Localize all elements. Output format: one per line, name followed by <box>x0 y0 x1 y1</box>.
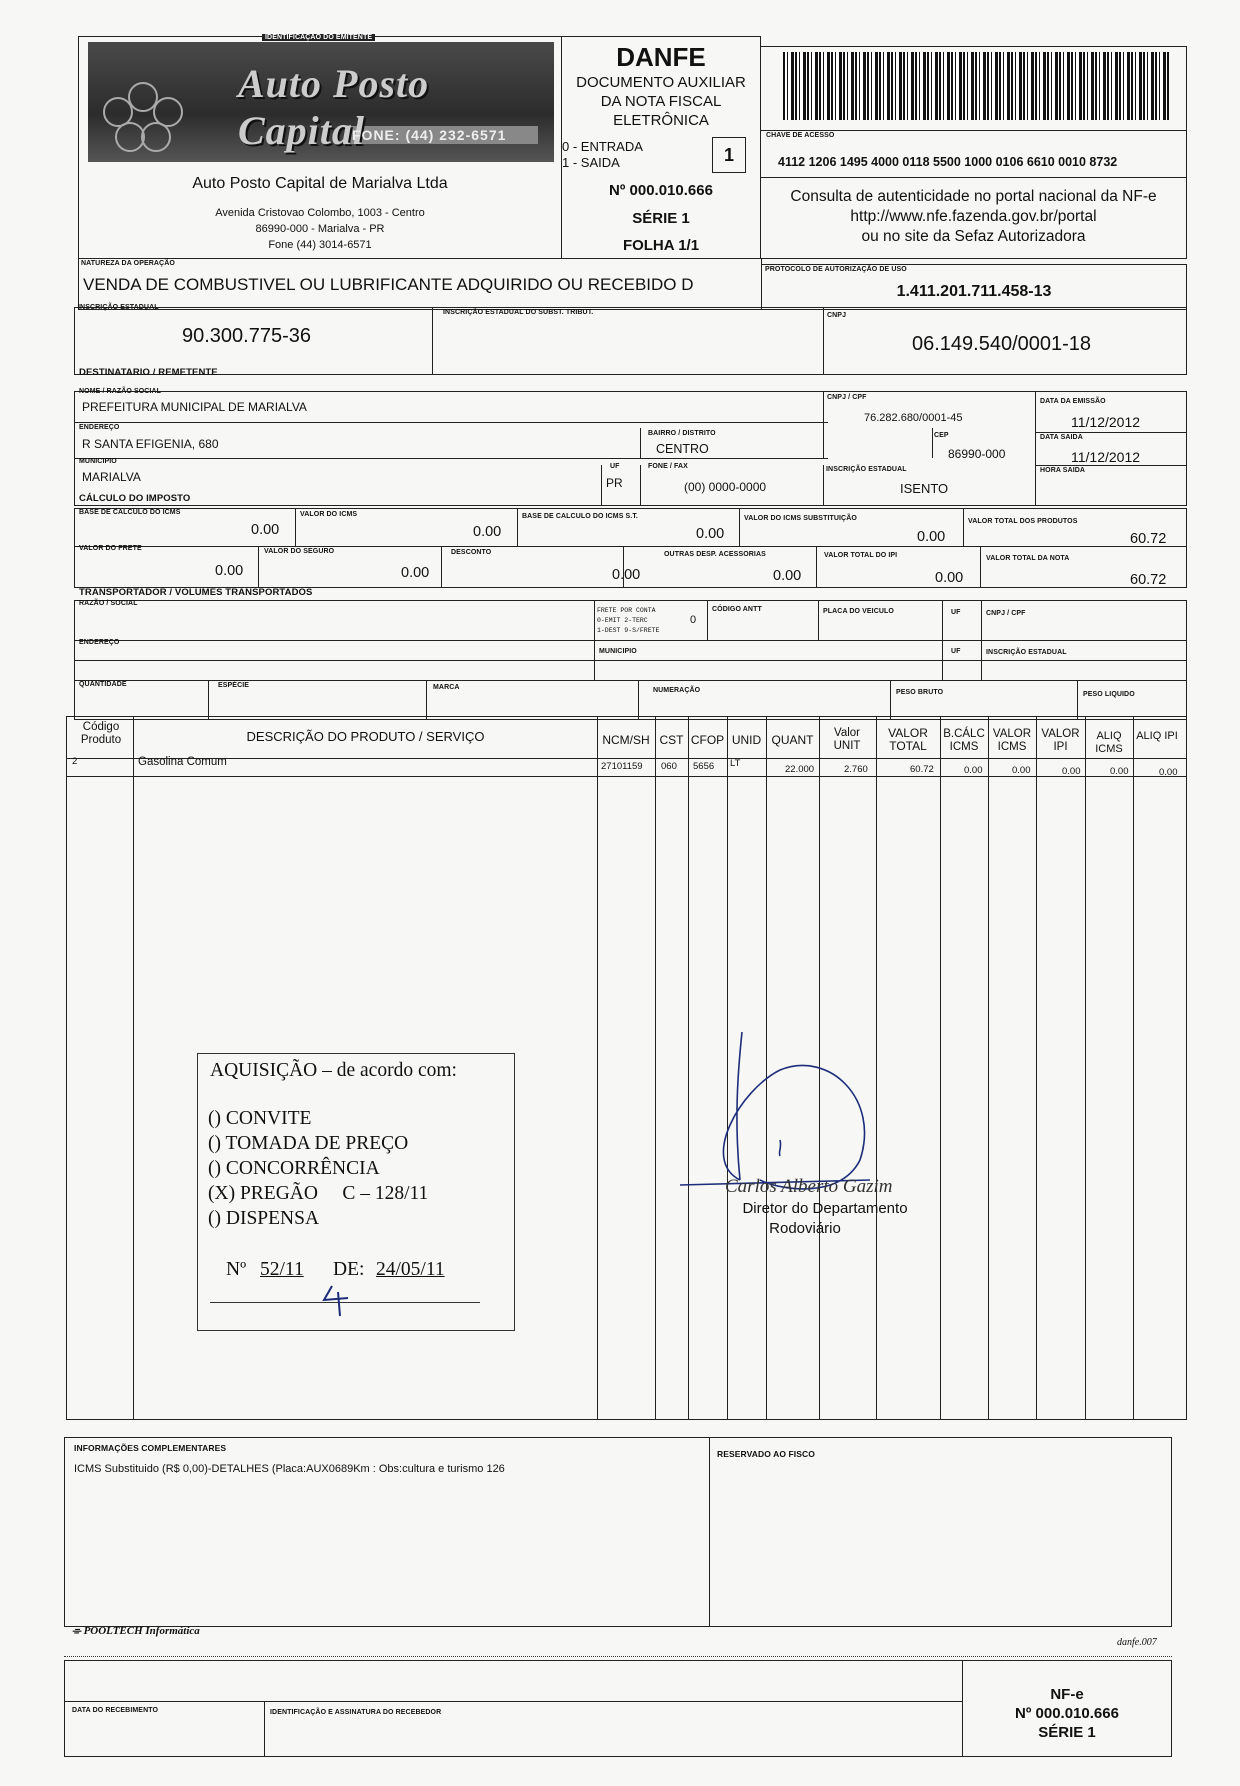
cell-quant: 22.000 <box>785 764 815 775</box>
ie-st-label: INSCRIÇÃO ESTADUAL DO SUBST. TRIBUT. <box>443 309 594 316</box>
base-icms-label: BASE DE CALCULO DO ICMS <box>79 509 181 516</box>
dest-municipio: MARIALVA <box>82 470 141 484</box>
consulta-line-1: Consulta de autenticidade no portal nacional da NF-e <box>790 188 1157 205</box>
transp-razao-label: RAZÃO / SOCIAL <box>79 600 138 607</box>
emitente-name: Auto Posto Capital de Marialva Ltda <box>192 175 448 192</box>
emitente-section-label: IDENTIFICAÇÃO DO EMITENTE <box>262 34 375 41</box>
dest-cep: 86990-000 <box>948 447 1006 461</box>
emitente-phone: Fone (44) 3014-6571 <box>268 239 372 251</box>
stamp-de-prefix: DE: <box>333 1259 365 1280</box>
cell-bcicms: 0.00 <box>964 765 983 776</box>
signature-role-1: Diretor do Departamento <box>742 1200 908 1217</box>
stamp-item-3: () CONCORRÊNCIA <box>208 1158 380 1179</box>
dest-bairro: CENTRO <box>656 442 709 456</box>
outras-label: OUTRAS DESP. ACESSORIAS <box>664 551 766 558</box>
cell-vtotal: 60.72 <box>910 764 934 775</box>
th-aicms: ALIQ ICMS <box>1095 730 1123 755</box>
dest-uf-label: UF <box>610 463 620 470</box>
rubric-mark <box>318 1282 358 1318</box>
danfe-subtitle-2: DA NOTA FISCAL <box>600 93 722 110</box>
transporte-section-label: TRANSPORTADOR / VOLUMES TRANSPORTADOS <box>79 587 313 598</box>
placa-label: PLACA DO VEICULO <box>823 608 894 615</box>
stamp-item-2: () TOMADA DE PREÇO <box>208 1133 409 1154</box>
transp-uf2-label: UF <box>951 648 961 655</box>
dest-saida: 11/12/2012 <box>1071 449 1141 465</box>
danfe-title: DANFE <box>616 42 706 72</box>
stamp-item-5: () DISPENSA <box>208 1208 320 1229</box>
total-nota-label: VALOR TOTAL DA NOTA <box>986 555 1070 562</box>
dest-hora-label: HORA SAIDA <box>1040 467 1086 474</box>
stamp-numero-prefix: Nº <box>226 1259 247 1280</box>
dest-nome-label: NOME / RAZÃO SOCIAL <box>79 388 162 395</box>
emitente-address: Avenida Cristovao Colombo, 1003 - Centro <box>215 207 425 219</box>
total-produtos: 60.72 <box>1130 531 1167 547</box>
dest-endereco: R SANTA EFIGENIA, 680 <box>82 437 219 451</box>
signature-role-2: Rodoviário <box>769 1220 841 1237</box>
ipi-label: VALOR TOTAL DO IPI <box>824 552 898 559</box>
cell-cfop: 5656 <box>693 761 715 772</box>
total-nota: 60.72 <box>1130 572 1167 588</box>
frete-opt-2: 0-EMIT 2-TERC <box>597 617 648 624</box>
cell-aicms: 0.00 <box>1110 766 1129 777</box>
frete-opt-1: FRETE POR CONTA <box>597 607 656 614</box>
ipi: 0.00 <box>935 570 964 586</box>
stamp-item-4: (X) PREGÃO C – 128/11 <box>208 1183 429 1204</box>
dest-cnpj-label: CNPJ / CPF <box>827 394 867 401</box>
chave-label: CHAVE DE ACESSO <box>766 132 835 139</box>
canhoto-serie: SÉRIE 1 <box>1038 1724 1096 1741</box>
th-vicms: VALOR ICMS <box>992 728 1032 753</box>
cnpj-label: CNPJ <box>827 312 847 319</box>
seguro-label: VALOR DO SEGURO <box>264 548 335 555</box>
peso-bruto-label: PESO BRUTO <box>896 689 944 696</box>
logo-phone: FONE: (44) 232-6571 <box>352 127 507 143</box>
emitente-logo <box>88 42 554 162</box>
stamp-title: AQUISIÇÃO – de acordo com: <box>210 1060 457 1081</box>
consulta-line-2: http://www.nfe.fazenda.gov.br/portal <box>850 208 1097 225</box>
info-label: INFORMAÇÕES COMPLEMENTARES <box>74 1443 227 1453</box>
dest-nome: PREFEITURA MUNICIPAL DE MARIALVA <box>82 400 307 414</box>
total-produtos-label: VALOR TOTAL DOS PRODUTOS <box>968 518 1078 525</box>
natureza-value: VENDA DE COMBUSTIVEL OU LUBRIFICANTE ADQUIRIDO OU RECEBIDO D <box>83 275 694 294</box>
frete-options <box>597 606 659 636</box>
desconto: 0.00 <box>612 567 641 583</box>
danfe-folha: FOLHA 1/1 <box>622 237 700 254</box>
chave-value: 4112 1206 1495 4000 0118 5500 1000 0106 6610 0010 8732 <box>778 155 1118 169</box>
valor-st-label: VALOR DO ICMS SUBSTITUIÇÃO <box>744 515 857 522</box>
cell-descricao: Gasolina Comum <box>138 756 227 768</box>
dest-emissao: 11/12/2012 <box>1071 414 1141 430</box>
pooltech-text: POOLTECH Informática <box>83 1625 200 1637</box>
th-aipi: ALIQ IPI <box>1136 730 1178 742</box>
especie-label: ESPÉCIE <box>218 682 250 689</box>
quantidade-label: QUANTIDADE <box>79 681 127 688</box>
danfe-subtitle-1: DOCUMENTO AUXILIAR <box>576 74 746 91</box>
dest-emissao-label: DATA DA EMISSÃO <box>1040 398 1106 405</box>
pooltech-icon: ⌯ <box>72 1625 84 1637</box>
natureza-label: NATUREZA DA OPERAÇÃO <box>81 260 175 267</box>
th-vipi: VALOR IPI <box>1041 728 1080 753</box>
cell-unid: LT <box>730 758 741 769</box>
signature-name: Carlos Alberto Gazim <box>725 1176 893 1197</box>
dest-cnpj: 76.282.680/0001-45 <box>864 412 963 424</box>
numeracao-label: NUMERAÇÃO <box>653 687 701 694</box>
th-cfop: CFOP <box>690 733 725 747</box>
dest-fone-label: FONE / FAX <box>648 463 688 470</box>
danfe-tipo: 1 <box>712 137 746 173</box>
dest-endereco-label: ENDEREÇO <box>79 424 120 431</box>
destinatario-section-label: DESTINATARIO / REMETENTE <box>79 367 218 378</box>
dest-municipio-label: MUNICIPIO <box>79 458 117 465</box>
outras: 0.00 <box>773 568 802 584</box>
frete-label: VALOR DO FRETE <box>79 545 142 552</box>
cnpj-value: 06.149.540/0001-18 <box>912 333 1092 355</box>
marca-label: MARCA <box>433 684 460 691</box>
stamp-item-1: () CONVITE <box>208 1108 312 1129</box>
danfe-code: danfe.007 <box>1117 1637 1157 1648</box>
th-descricao: DESCRIÇÃO DO PRODUTO / SERVIÇO <box>246 729 485 744</box>
th-vtotal: VALOR TOTAL <box>888 726 928 753</box>
transp-municipio-label: MUNICIPIO <box>599 648 637 655</box>
cell-codigo: 2 <box>72 756 78 767</box>
valor-st: 0.00 <box>917 529 946 545</box>
cell-cst: 060 <box>661 761 677 772</box>
stamp-numero: 52/11 <box>260 1259 304 1280</box>
fisco-label: RESERVADO AO FISCO <box>717 1449 815 1459</box>
antt-label: CÓDIGO ANTT <box>712 606 762 613</box>
transp-endereco-label: ENDEREÇO <box>79 639 120 646</box>
transp-uf-label: UF <box>951 609 961 616</box>
seguro: 0.00 <box>401 565 430 581</box>
pooltech-logo <box>72 1625 200 1638</box>
transp-ie-label: INSCRIÇÃO ESTADUAL <box>986 649 1067 656</box>
cell-vipi: 0.00 <box>1062 766 1081 777</box>
frete-value: 0 <box>690 614 697 626</box>
valor-icms-label: VALOR DO ICMS <box>300 511 358 518</box>
cell-vunit: 2.760 <box>844 764 868 775</box>
desconto-label: DESCONTO <box>451 549 492 556</box>
dest-bairro-label: BAIRRO / DISTRITO <box>648 430 716 437</box>
imposto-section-label: CÁLCULO DO IMPOSTO <box>79 493 191 504</box>
base-icms: 0.00 <box>251 522 280 538</box>
protocolo-label: PROTOCOLO DE AUTORIZAÇÃO DE USO <box>765 266 907 273</box>
danfe-subtitle-3: ELETRÔNICA <box>613 112 709 129</box>
canhoto-numero: Nº 000.010.666 <box>1015 1705 1119 1722</box>
protocolo-value: 1.411.201.711.458-13 <box>896 283 1052 300</box>
consulta-line-3: ou no site da Sefaz Autorizadora <box>861 228 1086 245</box>
ie-label: INSCRIÇÃO ESTADUAL <box>78 304 159 311</box>
base-st-label: BASE DE CALCULO DO ICMS S.T. <box>522 513 638 520</box>
dest-ie-label: INSCRIÇÃO ESTADUAL <box>826 466 907 473</box>
canhoto-nfe: NF-e <box>1050 1686 1084 1703</box>
frete: 0.00 <box>215 563 244 579</box>
emitente-city: 86990-000 - Marialva - PR <box>255 223 385 235</box>
cell-ncm: 27101159 <box>601 761 643 772</box>
peso-liquido-label: PESO LIQUIDO <box>1083 691 1135 698</box>
transp-cnpj-label: CNPJ / CPF <box>986 610 1026 617</box>
valor-icms: 0.00 <box>473 524 502 540</box>
dest-saida-label: DATA SAIDA <box>1040 434 1083 441</box>
logo-text: Auto Posto Capital <box>238 61 430 153</box>
recebimento-label: DATA DO RECEBIMENTO <box>72 1707 159 1714</box>
dest-cep-label: CEP <box>934 432 949 439</box>
dest-ie: ISENTO <box>900 481 949 496</box>
recebedor-label: IDENTIFICAÇÃO E ASSINATURA DO RECEBEDOR <box>270 1709 442 1716</box>
info-text: ICMS Substituido (R$ 0,00)-DETALHES (Placa:AUX0689Km : Obs:cultura e turismo 126 <box>74 1463 505 1475</box>
danfe-saida: 1 - SAIDA <box>562 155 620 170</box>
ie-value: 90.300.775-36 <box>182 325 312 347</box>
th-unid: UNID <box>731 733 762 747</box>
aquisicao-stamp <box>197 1053 515 1331</box>
th-codigo: Código Produto <box>80 721 122 746</box>
th-quant: QUANT <box>771 733 814 747</box>
th-bcicms: B.CÁLC ICMS <box>943 728 985 753</box>
dest-uf: PR <box>606 476 623 490</box>
danfe-entrada: 0 - ENTRADA <box>562 139 643 154</box>
barcode <box>783 52 1169 120</box>
base-st: 0.00 <box>696 526 725 542</box>
cell-vicms: 0.00 <box>1012 765 1031 776</box>
cell-aipi: 0.00 <box>1159 767 1178 778</box>
th-cst: CST <box>659 733 684 747</box>
danfe-numero: Nº 000.010.666 <box>609 182 713 199</box>
th-ncm: NCM/SH <box>602 733 650 747</box>
th-vunit: Valor UNIT <box>833 727 861 752</box>
dest-fone: (00) 0000-0000 <box>684 480 767 494</box>
stamp-data: 24/05/11 <box>376 1259 445 1280</box>
danfe-serie: SÉRIE 1 <box>632 210 690 227</box>
frete-opt-3: 1-DEST 9-S/FRETE <box>597 627 660 634</box>
